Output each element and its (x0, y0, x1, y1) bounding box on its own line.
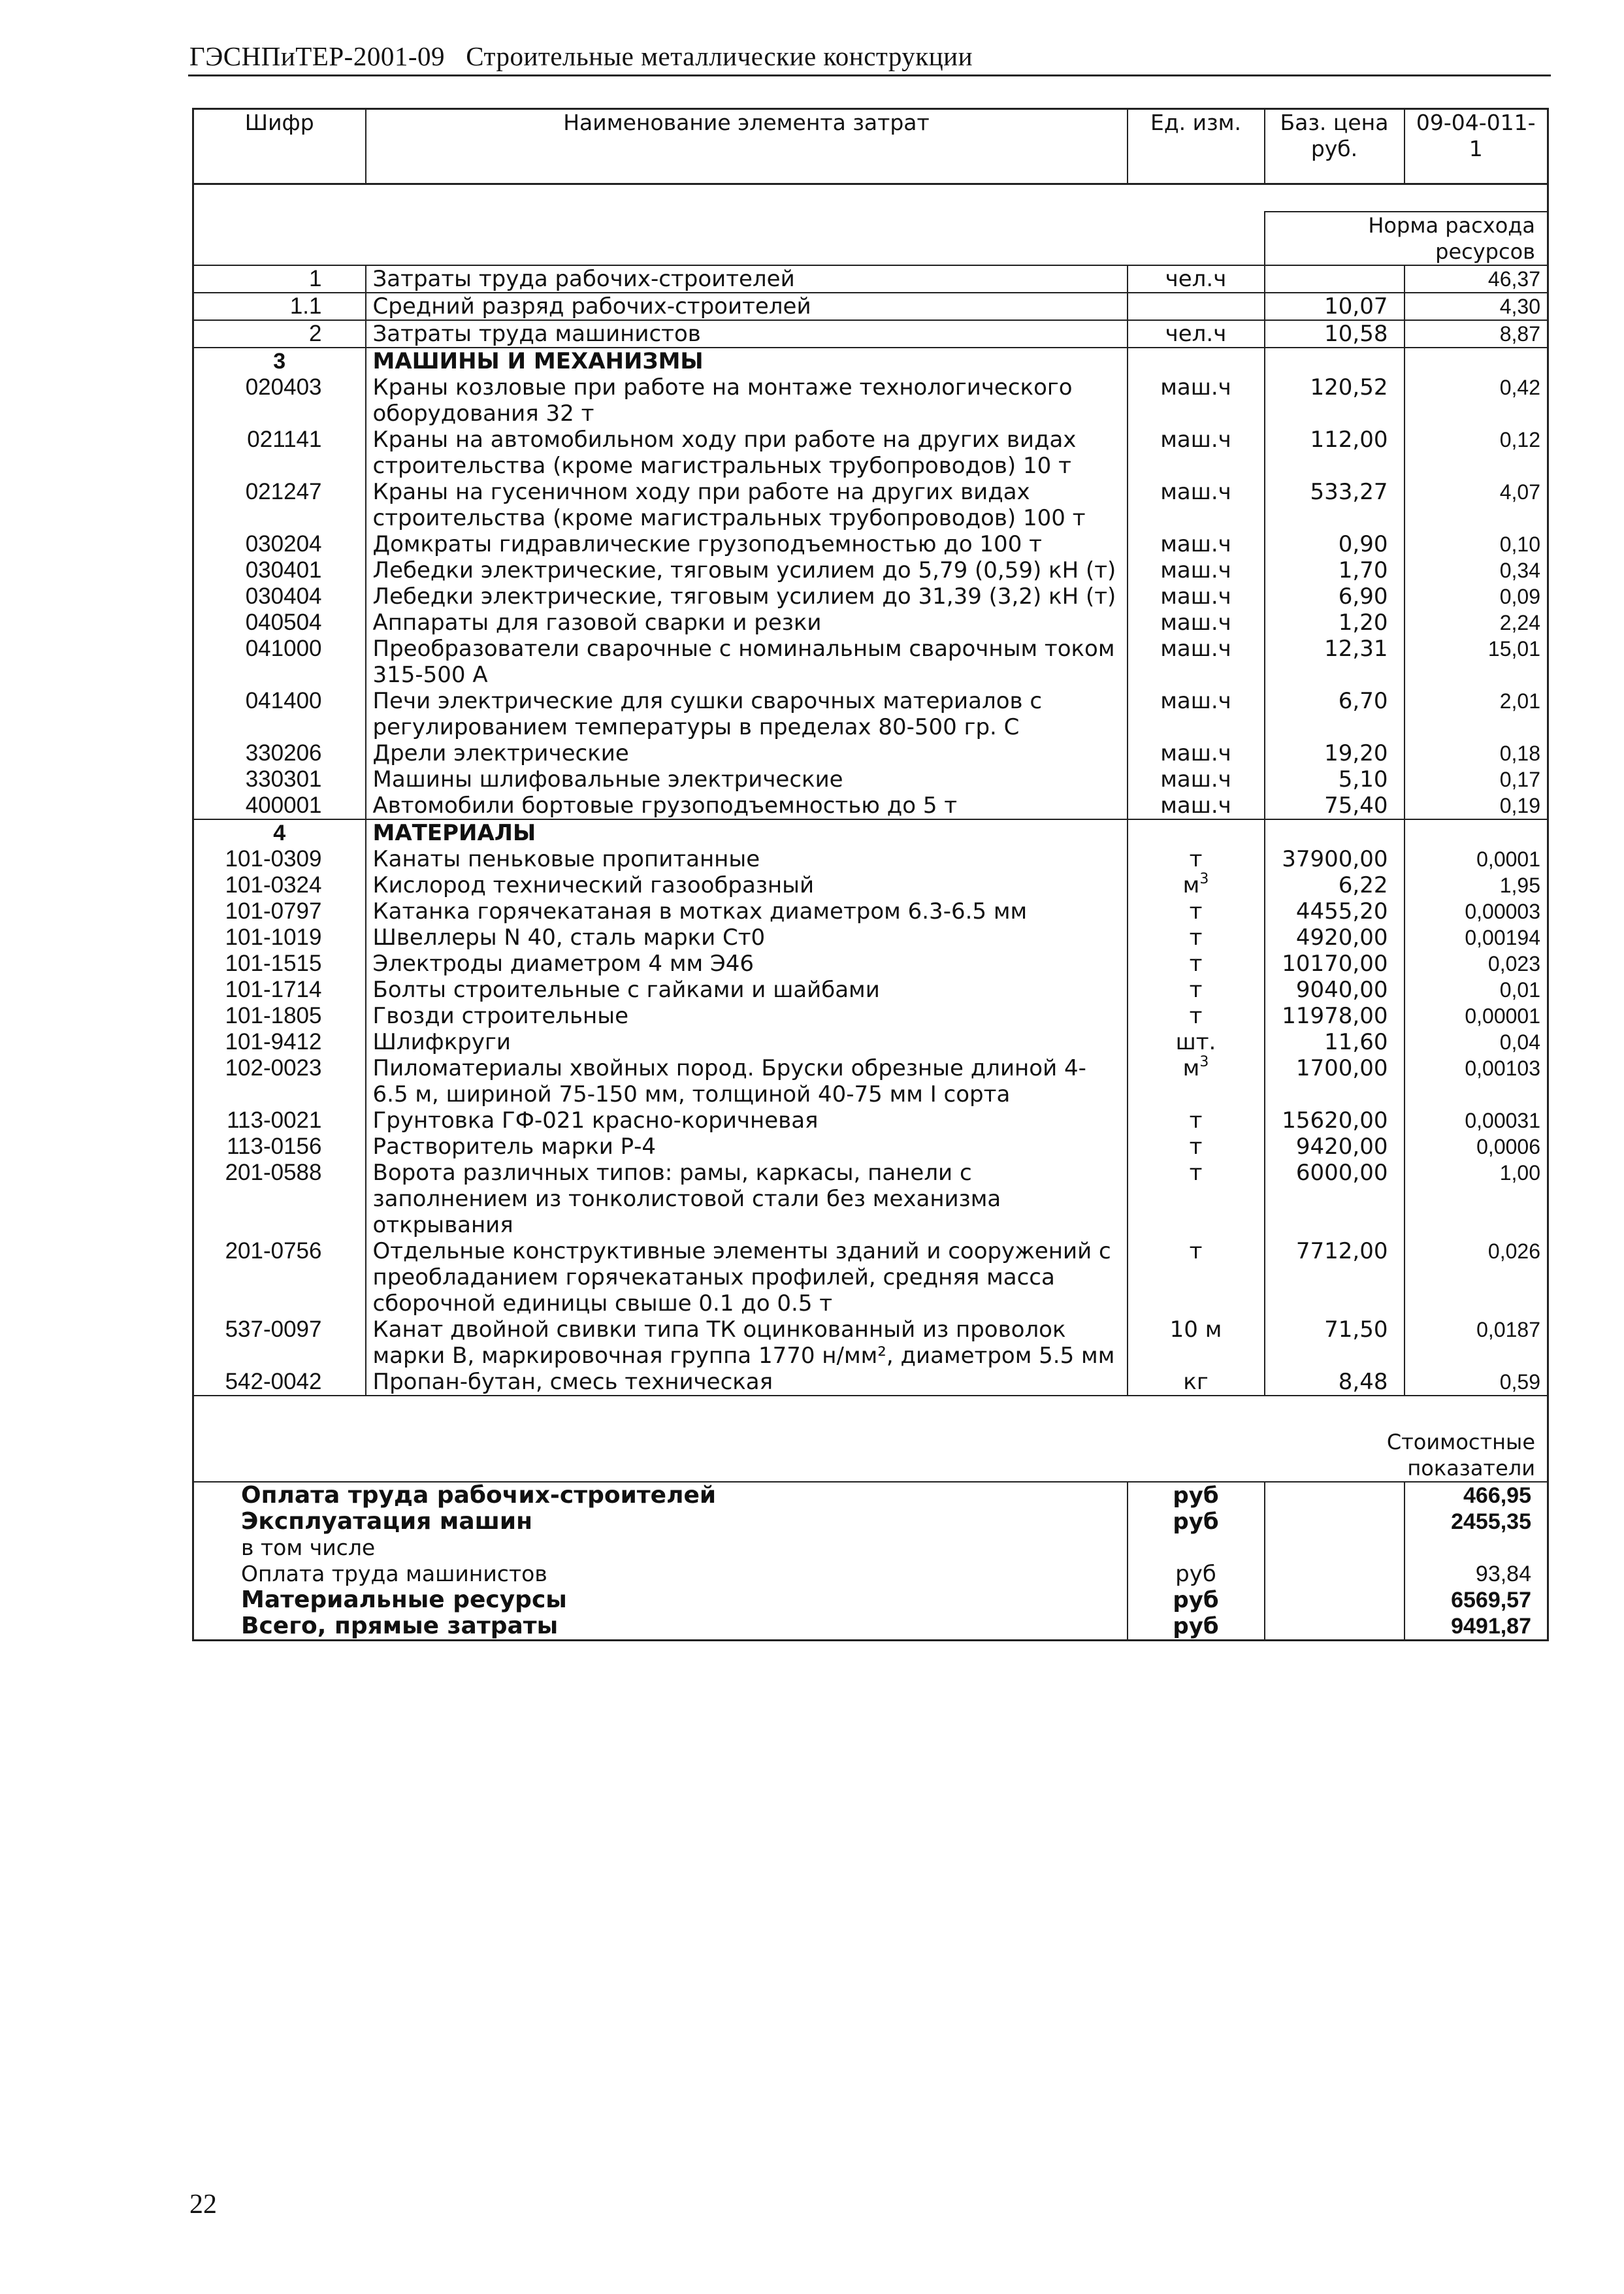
table-row (193, 583, 1548, 610)
row-code: 101-0324 (225, 872, 322, 898)
row-unit: шт. (1128, 1029, 1265, 1055)
row-price (1265, 265, 1405, 293)
row-code: 040504 (245, 610, 322, 635)
row-unit: т (1128, 1107, 1265, 1134)
blank (1265, 348, 1405, 374)
row-name: Затраты труда рабочих-строителей (366, 265, 1128, 293)
row-price: 11978,00 (1265, 1003, 1405, 1029)
head-code: Шифр (193, 109, 366, 184)
row-code: 113-0021 (227, 1107, 322, 1133)
row-code: 400001 (245, 793, 322, 818)
table-row (193, 531, 1548, 557)
row-name: Автомобили бортовые грузоподъемностью до 5 т (366, 793, 1128, 819)
row-unit: маш.ч (1128, 636, 1265, 688)
row-price: 6,90 (1265, 583, 1405, 610)
spacer-cell (193, 184, 1548, 212)
row-price: 1,20 (1265, 610, 1405, 636)
total-name: Всего, прямые затраты (193, 1613, 1128, 1641)
row-price: 71,50 (1265, 1317, 1405, 1369)
total-name: в том числе (241, 1535, 376, 1560)
norm-caption-row (193, 212, 1548, 265)
table-head-row (193, 109, 1548, 184)
row-price: 11,60 (1265, 1029, 1405, 1055)
total-row (193, 1535, 1548, 1561)
row-unit: кг (1128, 1369, 1265, 1396)
row-code: 2 (193, 320, 366, 348)
row-price: 9040,00 (1265, 977, 1405, 1003)
section-row-machines (193, 348, 1548, 374)
row-unit: маш.ч (1128, 557, 1265, 583)
row-price: 6000,00 (1265, 1160, 1405, 1238)
row-norm: 0,01 (1405, 977, 1548, 1003)
table-row (193, 951, 1548, 977)
blank (1265, 1535, 1405, 1561)
row-norm: 0,00103 (1405, 1055, 1548, 1107)
row-code: 020403 (245, 374, 322, 400)
section-title: МАТЕРИАЛЫ (366, 819, 1128, 846)
table-row (193, 1160, 1548, 1238)
row-code: 041000 (245, 636, 322, 661)
table-row (193, 1134, 1548, 1160)
spacer-row (193, 184, 1548, 212)
total-row (193, 1613, 1548, 1641)
row-price: 10,07 (1265, 293, 1405, 320)
row-unit: маш.ч (1128, 374, 1265, 427)
row-norm: 0,026 (1405, 1238, 1548, 1317)
total-unit: руб (1128, 1509, 1265, 1535)
table-row (193, 1238, 1548, 1317)
table-row (193, 793, 1548, 819)
row-price: 19,20 (1265, 740, 1405, 766)
row-code: 201-0756 (225, 1238, 322, 1264)
blank (1265, 1561, 1405, 1587)
table-row (193, 479, 1548, 531)
table-row (193, 1369, 1548, 1396)
row-name: Отдельные конструктивные элементы зданий и сооружений с преобладанием горячекатаных профилей, средняя масса сборочной единицы свыше 0.1 до 0.5 т (366, 1238, 1128, 1317)
row-norm: 0,00003 (1405, 898, 1548, 925)
total-value (1405, 1535, 1548, 1561)
row-price: 4920,00 (1265, 925, 1405, 951)
blank (1265, 1613, 1405, 1641)
row-norm: 0,0187 (1405, 1317, 1548, 1369)
row-unit: т (1128, 1003, 1265, 1029)
table-row (193, 1029, 1548, 1055)
row-norm: 0,10 (1405, 531, 1548, 557)
row-unit: чел.ч (1128, 265, 1265, 293)
row-price: 37900,00 (1265, 846, 1405, 872)
row-unit: маш.ч (1128, 427, 1265, 479)
row-code: 102-0023 (225, 1055, 322, 1081)
row-norm: 0,34 (1405, 557, 1548, 583)
head-unit: Ед. изм. (1128, 109, 1265, 184)
row-unit: маш.ч (1128, 688, 1265, 740)
total-value: 9491,87 (1405, 1613, 1548, 1641)
row-unit: маш.ч (1128, 766, 1265, 793)
row-code: 330206 (245, 740, 322, 766)
row-norm: 0,59 (1405, 1369, 1548, 1396)
row-code: 101-0309 (225, 846, 322, 872)
cost-caption: Стоимостные показатели (1386, 1430, 1535, 1481)
unit-superscript: 3 (1199, 871, 1209, 887)
row-unit: т (1128, 1238, 1265, 1317)
row-price: 5,10 (1265, 766, 1405, 793)
total-value: 6569,57 (1405, 1587, 1548, 1613)
blank (1405, 819, 1548, 846)
row-norm: 8,87 (1405, 320, 1548, 348)
row-name: Болты строительные с гайками и шайбами (366, 977, 1128, 1003)
total-unit: руб (1128, 1482, 1265, 1509)
row-code: 101-1805 (225, 1003, 322, 1028)
row-price: 9420,00 (1265, 1134, 1405, 1160)
row-norm: 2,24 (1405, 610, 1548, 636)
row-name: Домкраты гидравлические грузоподъемностью до 100 т (366, 531, 1128, 557)
section-code: 4 (193, 819, 366, 846)
row-unit: чел.ч (1128, 320, 1265, 348)
table-row (193, 610, 1548, 636)
total-unit: руб (1128, 1587, 1265, 1613)
row-unit: маш.ч (1128, 610, 1265, 636)
row-norm: 0,17 (1405, 766, 1548, 793)
row-code: 101-1515 (225, 951, 322, 976)
total-name: Эксплуатация машин (241, 1508, 532, 1535)
row-name: Преобразователи сварочные с номинальным сварочным током 315-500 А (366, 636, 1128, 688)
row-unit: маш.ч (1128, 583, 1265, 610)
total-unit: руб (1128, 1613, 1265, 1641)
row-name: Гвозди строительные (366, 1003, 1128, 1029)
running-header (189, 41, 973, 72)
table-row (193, 557, 1548, 583)
resource-table (192, 108, 1549, 1641)
row-norm: 0,00194 (1405, 925, 1548, 951)
row-name: Катанка горячекатаная в мотках диаметром 6.3-6.5 мм (366, 898, 1128, 925)
row-norm: 0,0001 (1405, 846, 1548, 872)
row-unit: маш.ч (1128, 740, 1265, 766)
row-price: 15620,00 (1265, 1107, 1405, 1134)
table-row (193, 427, 1548, 479)
row-price: 10,58 (1265, 320, 1405, 348)
row-norm: 0,12 (1405, 427, 1548, 479)
row-name: Машины шлифовальные электрические (366, 766, 1128, 793)
spacer-row (193, 1396, 1548, 1429)
row-norm: 0,09 (1405, 583, 1548, 610)
row-norm: 2,01 (1405, 688, 1548, 740)
row-price: 7712,00 (1265, 1238, 1405, 1317)
header-code: ГЭСНПиТЕР-2001-09 (189, 41, 445, 71)
page-number: 22 (189, 2189, 217, 2220)
section-code: 3 (193, 348, 366, 374)
row-unit: 10 м (1128, 1317, 1265, 1369)
row-norm: 15,01 (1405, 636, 1548, 688)
row-code: 542-0042 (225, 1369, 322, 1394)
row-name: Пропан-бутан, смесь техническая (366, 1369, 1128, 1396)
row-name: Растворитель марки Р-4 (366, 1134, 1128, 1160)
table-row (193, 636, 1548, 688)
blank (1128, 348, 1265, 374)
row-code: 041400 (245, 688, 322, 713)
table-row (193, 1317, 1548, 1369)
row-unit: т (1128, 1160, 1265, 1238)
unit-superscript: 3 (1199, 1054, 1209, 1070)
table-row (193, 872, 1548, 898)
row-code: 113-0156 (227, 1134, 322, 1159)
total-value: 93,84 (1405, 1561, 1548, 1587)
unit-text: м (1182, 872, 1200, 898)
table-row (193, 766, 1548, 793)
total-value: 466,95 (1405, 1482, 1548, 1509)
row-price: 6,22 (1265, 872, 1405, 898)
table-row (193, 1107, 1548, 1134)
row-norm: 4,30 (1405, 293, 1548, 320)
row-name: Шлифкруги (366, 1029, 1128, 1055)
row-unit: т (1128, 977, 1265, 1003)
row-code: 030204 (245, 531, 322, 557)
total-row (193, 1509, 1548, 1535)
table-row (193, 925, 1548, 951)
blank (1128, 819, 1265, 846)
row-name: Краны на автомобильном ходу при работе на других видах строительства (кроме магистральных трубопроводов) 10 т (366, 427, 1128, 479)
head-price: Баз. цена руб. (1265, 109, 1405, 184)
table-row (193, 846, 1548, 872)
row-price: 6,70 (1265, 688, 1405, 740)
row-price: 1,70 (1265, 557, 1405, 583)
table-row (193, 1055, 1548, 1107)
row-unit: маш.ч (1128, 531, 1265, 557)
header-title: Строительные металлические конструкции (466, 41, 973, 71)
total-name: Оплата труда машинистов (241, 1561, 547, 1586)
table-row (193, 688, 1548, 740)
row-unit: т (1128, 846, 1265, 872)
row-name: Краны на гусеничном ходу при работе на других видах строительства (кроме магистральных трубопроводов) 100 т (366, 479, 1128, 531)
row-name: Затраты труда машинистов (366, 320, 1128, 348)
row-unit: т (1128, 951, 1265, 977)
row-name: Дрели электрические (366, 740, 1128, 766)
row-norm: 0,19 (1405, 793, 1548, 819)
row-name: Лебедки электрические, тяговым усилием до 5,79 (0,59) кН (т) (366, 557, 1128, 583)
table-row (193, 740, 1548, 766)
blank (1405, 348, 1548, 374)
row-norm: 0,18 (1405, 740, 1548, 766)
row-unit: т (1128, 898, 1265, 925)
row-norm: 0,00001 (1405, 1003, 1548, 1029)
total-value: 2455,35 (1405, 1509, 1548, 1535)
row-name: Аппараты для газовой сварки и резки (366, 610, 1128, 636)
row-norm: 4,07 (1405, 479, 1548, 531)
blank (1265, 819, 1405, 846)
row-unit: т (1128, 1134, 1265, 1160)
head-norm-code: 09-04-011-1 (1405, 109, 1548, 184)
row-price: 75,40 (1265, 793, 1405, 819)
row-price: 12,31 (1265, 636, 1405, 688)
row-code: 101-1019 (225, 925, 322, 950)
table-row (193, 265, 1548, 293)
section-title: МАШИНЫ И МЕХАНИЗМЫ (366, 348, 1128, 374)
row-name: Средний разряд рабочих-строителей (366, 293, 1128, 320)
row-norm: 0,00031 (1405, 1107, 1548, 1134)
row-unit (1128, 1055, 1265, 1107)
row-price: 112,00 (1265, 427, 1405, 479)
row-name: Краны козловые при работе на монтаже технологического оборудования 32 т (366, 374, 1128, 427)
row-code: 101-1714 (225, 977, 322, 1002)
table-row (193, 1003, 1548, 1029)
row-code: 101-0797 (225, 898, 322, 924)
row-code: 101-9412 (225, 1029, 322, 1055)
row-price: 0,90 (1265, 531, 1405, 557)
row-unit: т (1128, 925, 1265, 951)
row-unit: маш.ч (1128, 793, 1265, 819)
row-price: 1700,00 (1265, 1055, 1405, 1107)
row-name: Грунтовка ГФ-021 красно-коричневая (366, 1107, 1128, 1134)
cost-caption-row (193, 1429, 1548, 1482)
table-row (193, 977, 1548, 1003)
norm-caption: Норма расхода ресурсов (1265, 212, 1548, 265)
row-name: Канат двойной свивки типа ТК оцинкованный из проволок марки В, маркировочная группа 1770 н/мм², диаметром 5.5 мм (366, 1317, 1128, 1369)
total-unit: руб (1128, 1561, 1265, 1587)
row-code: 537-0097 (225, 1317, 322, 1342)
row-code: 030401 (245, 557, 322, 583)
caption-blank (193, 212, 1265, 265)
caption-blank (193, 1429, 1265, 1482)
row-name: Электроды диаметром 4 мм Э46 (366, 951, 1128, 977)
total-row (193, 1482, 1548, 1509)
row-code: 1.1 (193, 293, 366, 320)
section-row-materials (193, 819, 1548, 846)
row-name: Швеллеры N 40, сталь марки Ст0 (366, 925, 1128, 951)
row-name: Кислород технический газообразный (366, 872, 1128, 898)
row-unit (1128, 872, 1265, 898)
row-price: 8,48 (1265, 1369, 1405, 1396)
table-row (193, 293, 1548, 320)
row-price: 10170,00 (1265, 951, 1405, 977)
row-price: 120,52 (1265, 374, 1405, 427)
row-norm: 46,37 (1405, 265, 1548, 293)
blank (1265, 1587, 1405, 1613)
total-row (193, 1561, 1548, 1587)
row-price: 4455,20 (1265, 898, 1405, 925)
row-norm: 0,42 (1405, 374, 1548, 427)
row-name: Лебедки электрические, тяговым усилием до 31,39 (3,2) кН (т) (366, 583, 1128, 610)
head-name: Наименование элемента затрат (366, 109, 1128, 184)
row-name: Пиломатериалы хвойных пород. Бруски обрезные длиной 4-6.5 м, шириной 75-150 мм, толщиной 40-75 мм I сорта (366, 1055, 1128, 1107)
row-norm: 0,04 (1405, 1029, 1548, 1055)
row-price: 533,27 (1265, 479, 1405, 531)
header-rule (188, 74, 1551, 76)
row-code: 330301 (245, 766, 322, 792)
total-name: Оплата труда рабочих-строителей (193, 1482, 1128, 1509)
blank (1265, 1482, 1405, 1509)
row-name: Канаты пеньковые пропитанные (366, 846, 1128, 872)
table-row (193, 320, 1548, 348)
total-row (193, 1587, 1548, 1613)
row-code: 1 (193, 265, 366, 293)
total-unit (1128, 1535, 1265, 1561)
row-norm: 1,95 (1405, 872, 1548, 898)
row-norm: 0,023 (1405, 951, 1548, 977)
row-norm: 0,0006 (1405, 1134, 1548, 1160)
unit-text: м (1182, 1055, 1200, 1081)
total-name: Материальные ресурсы (241, 1586, 567, 1613)
blank (1265, 1509, 1405, 1535)
spacer-cell (193, 1396, 1548, 1429)
row-code: 030404 (245, 583, 322, 609)
row-unit (1128, 293, 1265, 320)
row-code: 021247 (245, 479, 322, 504)
row-name: Печи электрические для сушки сварочных материалов с регулированием температуры в пределах 80-500 гр. С (366, 688, 1128, 740)
row-code: 201-0588 (225, 1160, 322, 1185)
row-norm: 1,00 (1405, 1160, 1548, 1238)
table-row (193, 898, 1548, 925)
row-name: Ворота различных типов: рамы, каркасы, панели с заполнением из тонколистовой стали без механизма открывания (366, 1160, 1128, 1238)
row-unit: маш.ч (1128, 479, 1265, 531)
table-row (193, 374, 1548, 427)
row-code: 021141 (247, 427, 322, 452)
